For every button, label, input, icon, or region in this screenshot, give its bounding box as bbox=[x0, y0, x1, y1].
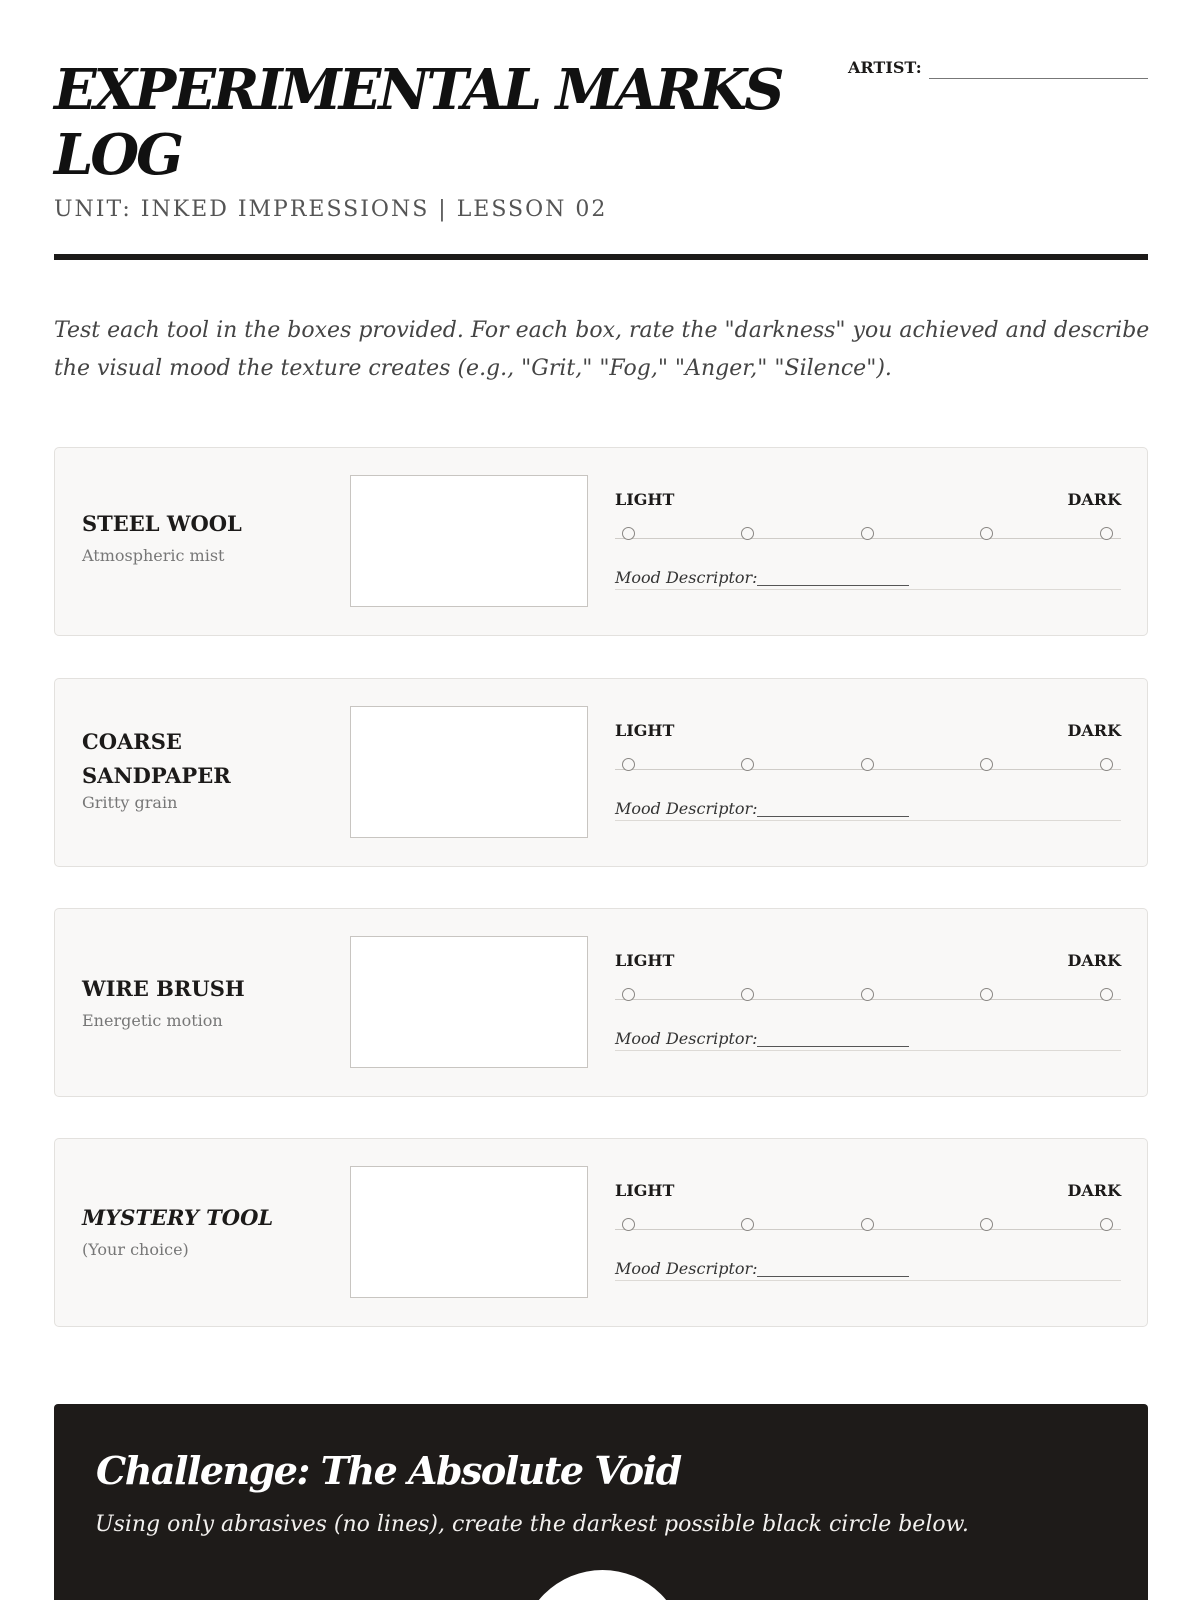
tool-name: COARSE SANDPAPER bbox=[82, 729, 231, 788]
mood-descriptor-blank[interactable] bbox=[757, 816, 909, 817]
darkness-option-3[interactable] bbox=[861, 758, 874, 771]
challenge-title: Challenge: The Absolute Void bbox=[96, 1448, 681, 1493]
darkness-option-4[interactable] bbox=[980, 527, 993, 540]
mood-descriptor-field[interactable] bbox=[615, 1259, 1121, 1281]
tool-name: WIRE BRUSH bbox=[82, 976, 245, 1001]
darkness-option-4[interactable] bbox=[980, 1218, 993, 1231]
darkness-option-3[interactable] bbox=[861, 988, 874, 1001]
darkness-option-5[interactable] bbox=[1100, 527, 1113, 540]
darkness-option-1[interactable] bbox=[622, 527, 635, 540]
mood-descriptor-field[interactable] bbox=[615, 568, 1121, 590]
test-box[interactable] bbox=[350, 475, 588, 607]
tool-card-coarse-sandpaper bbox=[54, 678, 1148, 867]
tool-description: Gritty grain bbox=[82, 793, 178, 812]
darkness-option-3[interactable] bbox=[861, 1218, 874, 1231]
scale-dark-label: DARK bbox=[1067, 490, 1121, 509]
tool-description: Energetic motion bbox=[82, 1011, 223, 1030]
lesson-subtitle: UNIT: INKED IMPRESSIONS | LESSON 02 bbox=[54, 197, 608, 222]
darkness-option-1[interactable] bbox=[622, 758, 635, 771]
darkness-option-4[interactable] bbox=[980, 988, 993, 1001]
instructions: Test each tool in the boxes provided. For each box, rate the "darkness" you achieved and describe the visual mood the texture creates (e.g., "Grit," "Fog," "Anger," "Silence"). bbox=[54, 318, 1150, 381]
scale-light-label: LIGHT bbox=[615, 721, 675, 740]
tool-card-steel-wool bbox=[54, 447, 1148, 636]
mood-descriptor-label: Mood Descriptor: bbox=[615, 799, 758, 818]
darkness-option-5[interactable] bbox=[1100, 988, 1113, 1001]
mood-descriptor-blank[interactable] bbox=[757, 1276, 909, 1277]
artist-label: ARTIST: bbox=[848, 58, 922, 77]
challenge-panel bbox=[54, 1404, 1148, 1600]
mood-descriptor-blank[interactable] bbox=[757, 1046, 909, 1047]
artist-field[interactable] bbox=[848, 58, 1148, 82]
scale-light-label: LIGHT bbox=[615, 951, 675, 970]
test-box[interactable] bbox=[350, 936, 588, 1068]
void-circle-area[interactable] bbox=[520, 1570, 685, 1600]
scale-dark-label: DARK bbox=[1067, 721, 1121, 740]
mood-descriptor-label: Mood Descriptor: bbox=[615, 1029, 758, 1048]
header bbox=[54, 58, 1148, 258]
darkness-option-1[interactable] bbox=[622, 988, 635, 1001]
mood-descriptor-field[interactable] bbox=[615, 1029, 1121, 1051]
mood-descriptor-label: Mood Descriptor: bbox=[615, 568, 758, 587]
darkness-option-3[interactable] bbox=[861, 527, 874, 540]
page-title: EXPERIMENTAL MARKS LOG bbox=[54, 57, 782, 188]
challenge-instructions: Using only abrasives (no lines), create the darkest possible black circle below. bbox=[95, 1512, 969, 1537]
darkness-option-4[interactable] bbox=[980, 758, 993, 771]
tool-card-wire-brush bbox=[54, 908, 1148, 1097]
darkness-option-2[interactable] bbox=[741, 988, 754, 1001]
darkness-option-5[interactable] bbox=[1100, 1218, 1113, 1231]
mood-descriptor-label: Mood Descriptor: bbox=[615, 1259, 758, 1278]
mood-descriptor-blank[interactable] bbox=[757, 585, 909, 586]
header-divider bbox=[54, 254, 1148, 260]
mood-descriptor-field[interactable] bbox=[615, 799, 1121, 821]
darkness-option-1[interactable] bbox=[622, 1218, 635, 1231]
artist-name-line[interactable] bbox=[929, 78, 1148, 79]
scale-light-label: LIGHT bbox=[615, 1181, 675, 1200]
tool-name: STEEL WOOL bbox=[82, 511, 242, 536]
darkness-option-2[interactable] bbox=[741, 1218, 754, 1231]
tool-description: (Your choice) bbox=[82, 1240, 189, 1259]
tool-name: MYSTERY TOOL bbox=[82, 1205, 274, 1230]
scale-dark-label: DARK bbox=[1067, 1181, 1121, 1200]
test-box[interactable] bbox=[350, 1166, 588, 1298]
darkness-option-2[interactable] bbox=[741, 758, 754, 771]
darkness-option-5[interactable] bbox=[1100, 758, 1113, 771]
tool-card-mystery-tool bbox=[54, 1138, 1148, 1327]
test-box[interactable] bbox=[350, 706, 588, 838]
worksheet-page bbox=[54, 0, 1148, 1600]
darkness-option-2[interactable] bbox=[741, 527, 754, 540]
scale-dark-label: DARK bbox=[1067, 951, 1121, 970]
tool-description: Atmospheric mist bbox=[82, 546, 225, 565]
scale-light-label: LIGHT bbox=[615, 490, 675, 509]
